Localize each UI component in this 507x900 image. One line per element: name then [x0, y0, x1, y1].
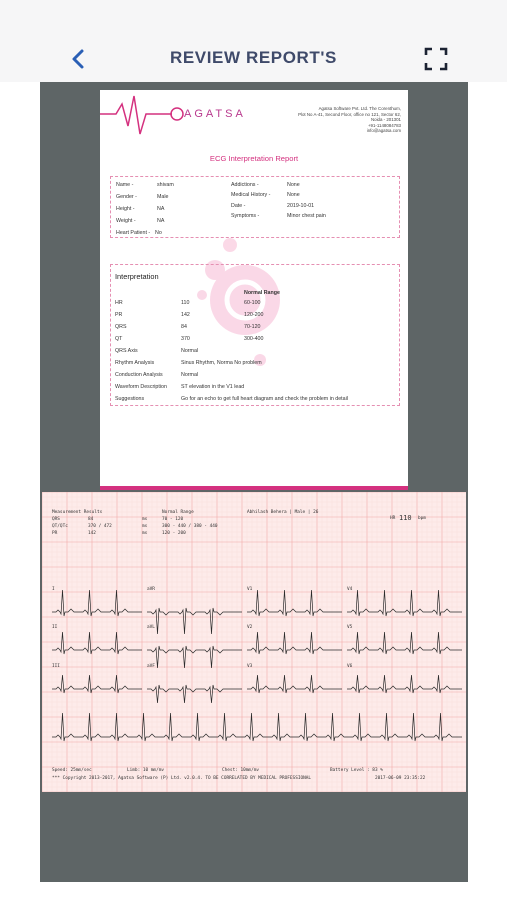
patient-info-box: Name - shivam Gender - Male Height - NA Weight - NA Heart Patient - No Addictions - None Medical History - None Date - 2019-10-01 Symptoms - Minor chest pain [110, 176, 400, 238]
brand-logo: AGATSA [184, 108, 246, 120]
ecg-trace-lead-2-3 [347, 675, 462, 693]
ecg-trace-lead-2-2 [247, 675, 342, 693]
report-viewer[interactable] [40, 82, 468, 882]
ecg-trace-lead-1-3 [347, 632, 462, 654]
page-title: REVIEW REPORT'S [169, 48, 337, 67]
ecg-waveforms [42, 492, 466, 792]
app-header [0, 0, 507, 82]
interpretation-heading: Interpretation [115, 272, 159, 281]
report-title: ECG Interpretation Report [209, 154, 299, 163]
ecg-trace-lead-1-2 [247, 632, 342, 654]
interpretation-box: Interpretation Normal Range HR 110 60-100 PR 142 120-200 QRS 84 70-120 QT 370 300-400 QRS Axis Normal Rhythm Analysis Sinus Rhythm, Norma No problem Conduction Analysis Normal Waveform Description ST elevation in the V1 lead Suggestions Go for an echo to get full heart diagram and check the problem in detail [110, 264, 400, 406]
company-address: Agatsa Software Pvt. Ltd. The Corenthum, Plot No A-41, Second Floor, office no 121, Sector 62, Noida - 201301 +91-1148084783 info@agatsa.com [298, 106, 401, 134]
ecg-strip: Measurement Results Normal Range Abhilash Behera | Male | 26 QRS 84 ms 70 - 120 QT/QTc 370 / 472 ms 300 - 440 / 380 - 440 PR 142 ms 120 - 200 HR 110 bpm I aVR V1 V4 II aVL V2 V5 III aVF V3 V6 Speed: 25mm/sec Limb: 10 mm/mv Chest: 10mm/mv Battery Level : 83 % *** Copyright 2013-2017, Agatsa Software (P) Ltd. v2.0.4. TO BE CORRELATED BY MEDICAL PROFESSIONAL 2017-06-09 23:35:22 [42, 492, 466, 792]
expand-icon[interactable] [424, 47, 448, 71]
ecg-trace-lead-2-1 [147, 685, 242, 703]
report-page [100, 90, 408, 490]
